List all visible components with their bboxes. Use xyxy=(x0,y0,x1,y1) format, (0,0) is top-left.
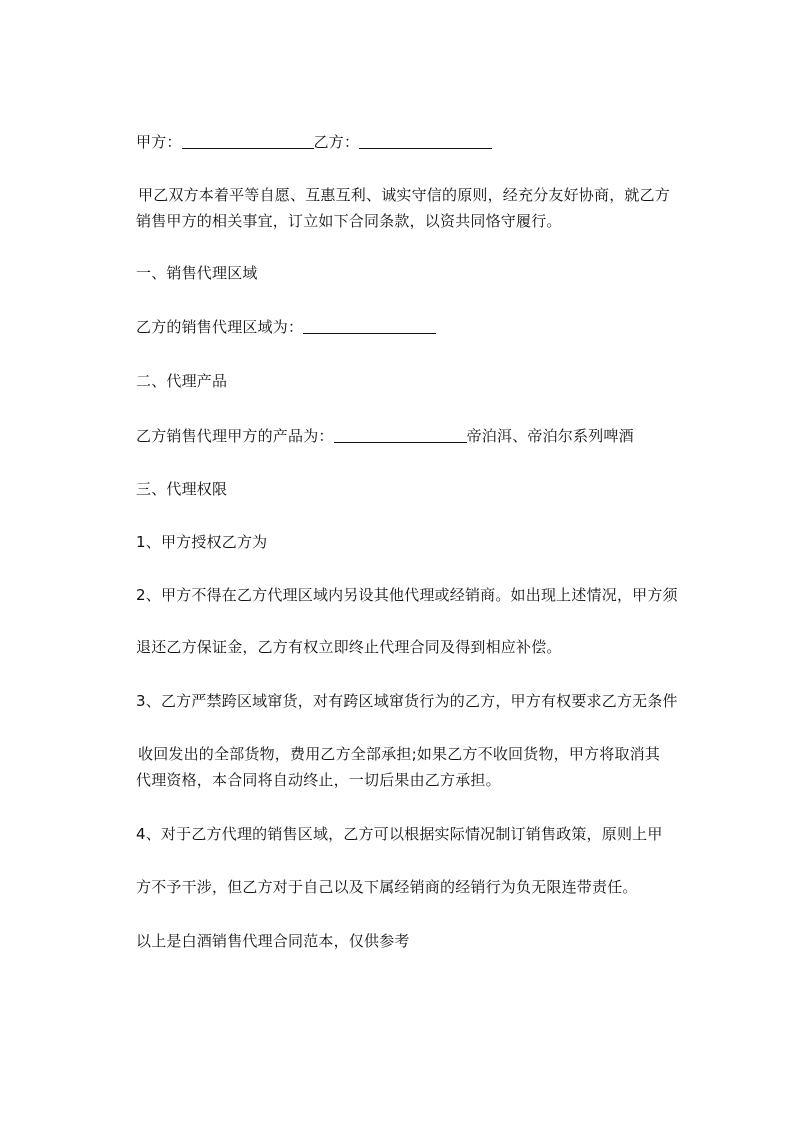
section1-text xyxy=(136,317,436,337)
parties-line xyxy=(136,132,492,152)
sales-region-blank xyxy=(303,318,436,334)
authority-item-1: 1、甲方授权乙方为 xyxy=(136,533,268,551)
authority-item-3-line-1: 3、乙方严禁跨区域窜货，对有跨区域窜货行为的乙方，甲方有权要求乙方无条件 xyxy=(136,692,678,710)
section2-text xyxy=(136,426,634,446)
product-label: 乙方销售代理甲方的产品为： xyxy=(136,427,334,445)
product-suffix: 帝泊洱、帝泊尔系列啤酒 xyxy=(466,427,634,445)
intro-line-2: 销售甲方的相关事宜，订立如下合同条款，以资共同恪守履行。 xyxy=(136,212,562,230)
authority-item-3-line-2: 收回发出的全部货物，费用乙方全部承担;如果乙方不收回货物，甲方将取消其 xyxy=(138,745,661,763)
section1-heading: 一、销售代理区域 xyxy=(136,264,258,282)
authority-item-3-line-3: 代理资格，本合同将自动终止，一切后果由乙方承担。 xyxy=(136,771,501,789)
party-a-label: 甲方： xyxy=(136,133,182,151)
intro-line-1: 甲乙双方本着平等自愿、互惠互利、诚实守信的原则，经充分友好协商，就乙方 xyxy=(138,186,671,204)
section2-heading: 二、代理产品 xyxy=(136,372,228,390)
authority-item-2-line-1: 2、甲方不得在乙方代理区域内另设其他代理或经销商。如出现上述情况，甲方须 xyxy=(136,586,678,604)
party-b-blank xyxy=(359,133,492,149)
footer-note: 以上是白酒销售代理合同范本，仅供参考 xyxy=(136,932,410,950)
authority-item-2-line-2: 退还乙方保证金，乙方有权立即终止代理合同及得到相应补偿。 xyxy=(136,638,562,656)
product-blank xyxy=(334,427,467,443)
section3-heading: 三、代理权限 xyxy=(136,480,228,498)
party-b-label: 乙方： xyxy=(313,133,360,151)
authority-item-4-line-2: 方不予干涉，但乙方对于自己以及下属经销商的经销行为负无限连带责任。 xyxy=(136,878,638,896)
authority-item-4-line-1: 4、对于乙方代理的销售区域，乙方可以根据实际情况制订销售政策，原则上甲 xyxy=(136,825,663,843)
sales-region-label: 乙方的销售代理区域为： xyxy=(136,318,304,336)
party-a-blank xyxy=(182,133,314,149)
